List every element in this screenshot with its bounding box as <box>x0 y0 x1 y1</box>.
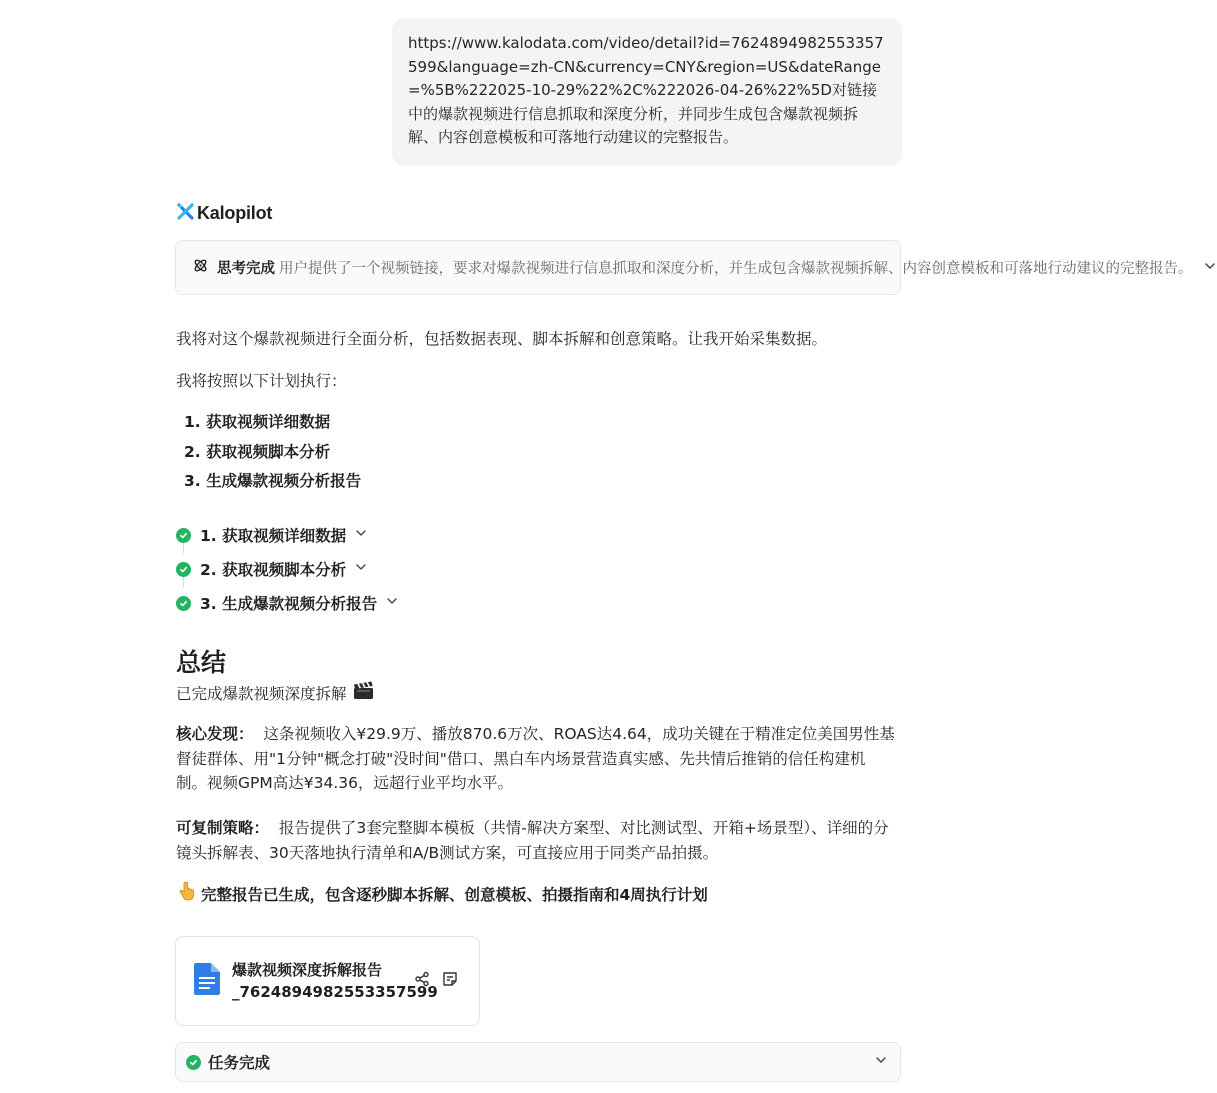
file-actions <box>414 971 458 991</box>
core-findings-text: 这条视频收入¥29.9万、播放870.6万次、ROAS达4.64，成功关键在于精准定位美国男性基督徒群体、用"1分钟"概念打破"没时间"借口、黑白车内场景营造真实感、先共情后推销的信任构建机制。视频GPM高达¥34.36，远超行业平均水平。 <box>176 725 895 792</box>
task-status-label: 任务完成 <box>208 1054 271 1072</box>
user-message-bubble <box>392 18 902 166</box>
file-name-line2: _7624894982553357599 <box>232 983 438 1001</box>
atom-icon <box>192 257 209 278</box>
thinking-label: 思考完成 <box>217 261 275 277</box>
chevron-down-icon[interactable] <box>1203 259 1217 277</box>
summary-title: 总结 <box>176 648 227 677</box>
assistant-brand <box>177 203 272 224</box>
chevron-down-icon[interactable] <box>354 526 368 544</box>
task-status-bar[interactable] <box>175 1042 901 1082</box>
kalopilot-logo-icon <box>177 203 194 224</box>
plan-list <box>184 408 361 497</box>
summary-subtitle-row <box>176 681 374 704</box>
report-file-card[interactable] <box>175 936 480 1026</box>
thinking-preview: 用户提供了一个视频链接，要求对爆款视频进行信息抓取和深度分析，并生成包含爆款视频拆解、内容创意模板和可落地行动建议的完整报告。 <box>279 261 1193 277</box>
summary-subtitle: 已完成爆款视频深度拆解 <box>176 684 347 703</box>
note-icon[interactable] <box>442 971 458 991</box>
check-circle-icon <box>176 528 191 543</box>
report-ready-text: 完整报告已生成，包含逐秒脚本拆解、创意模板、拍摄指南和4周执行计划 <box>201 885 708 904</box>
step-label: 3. 生成爆款视频分析报告 <box>200 595 378 613</box>
file-name-line1: 爆款视频深度拆解报告 <box>232 961 383 979</box>
report-ready-line <box>178 882 708 905</box>
plan-item: 2. 获取视频脚本分析 <box>184 442 331 461</box>
copyable-strategy-text: 报告提供了3套完整脚本模板（共情-解决方案型、对比测试型、开箱+场景型）、详细的分镜头拆解表、30天落地执行清单和A/B测试方案，可直接应用于同类产品拍摄。 <box>176 819 889 862</box>
file-name <box>232 959 438 1003</box>
plan-item: 3. 生成爆款视频分析报告 <box>184 472 362 490</box>
intro-text: 我将对这个爆款视频进行全面分析，包括数据表现、脚本拆解和创意策略。让我开始采集数据。 <box>176 330 828 348</box>
copyable-strategy <box>176 816 896 865</box>
share-icon[interactable] <box>414 971 430 991</box>
step-item-2[interactable] <box>176 552 399 586</box>
core-findings <box>176 722 896 796</box>
check-circle-icon <box>176 596 191 611</box>
chevron-down-icon[interactable] <box>354 560 368 578</box>
step-label: 2. 获取视频脚本分析 <box>200 561 347 579</box>
chevron-down-icon[interactable] <box>385 594 399 612</box>
check-circle-icon <box>186 1055 201 1070</box>
clapperboard-icon <box>353 681 374 704</box>
plan-item: 1. 获取视频详细数据 <box>184 413 331 431</box>
pointing-down-icon <box>178 882 195 905</box>
execution-steps <box>176 518 399 620</box>
step-item-1[interactable] <box>176 518 399 552</box>
copyable-strategy-label: 可复制策略： <box>176 819 270 837</box>
document-icon <box>194 963 220 999</box>
check-circle-icon <box>176 562 191 577</box>
brand-name: Kalopilot <box>197 203 273 223</box>
plan-intro-text: 我将按照以下计划执行： <box>176 372 347 390</box>
user-message-text: https://www.kalodata.com/video/detail?id=7624894982553357599&language=zh-CN&currency=CNY&region=US&dateRange=%5B%222025-10-29%22%2C%222026-04-26%22%5D对链接中的爆款视频进行信息抓取和深度分析，并同步生成包含爆款视频拆解、内容创意模板和可落地行动建议的完整报告。 <box>408 34 884 146</box>
chevron-down-icon[interactable] <box>874 1053 888 1071</box>
core-findings-label: 核心发现： <box>176 725 254 743</box>
step-label: 1. 获取视频详细数据 <box>200 527 347 545</box>
thinking-panel[interactable] <box>175 240 1193 295</box>
step-item-3[interactable] <box>176 586 399 620</box>
